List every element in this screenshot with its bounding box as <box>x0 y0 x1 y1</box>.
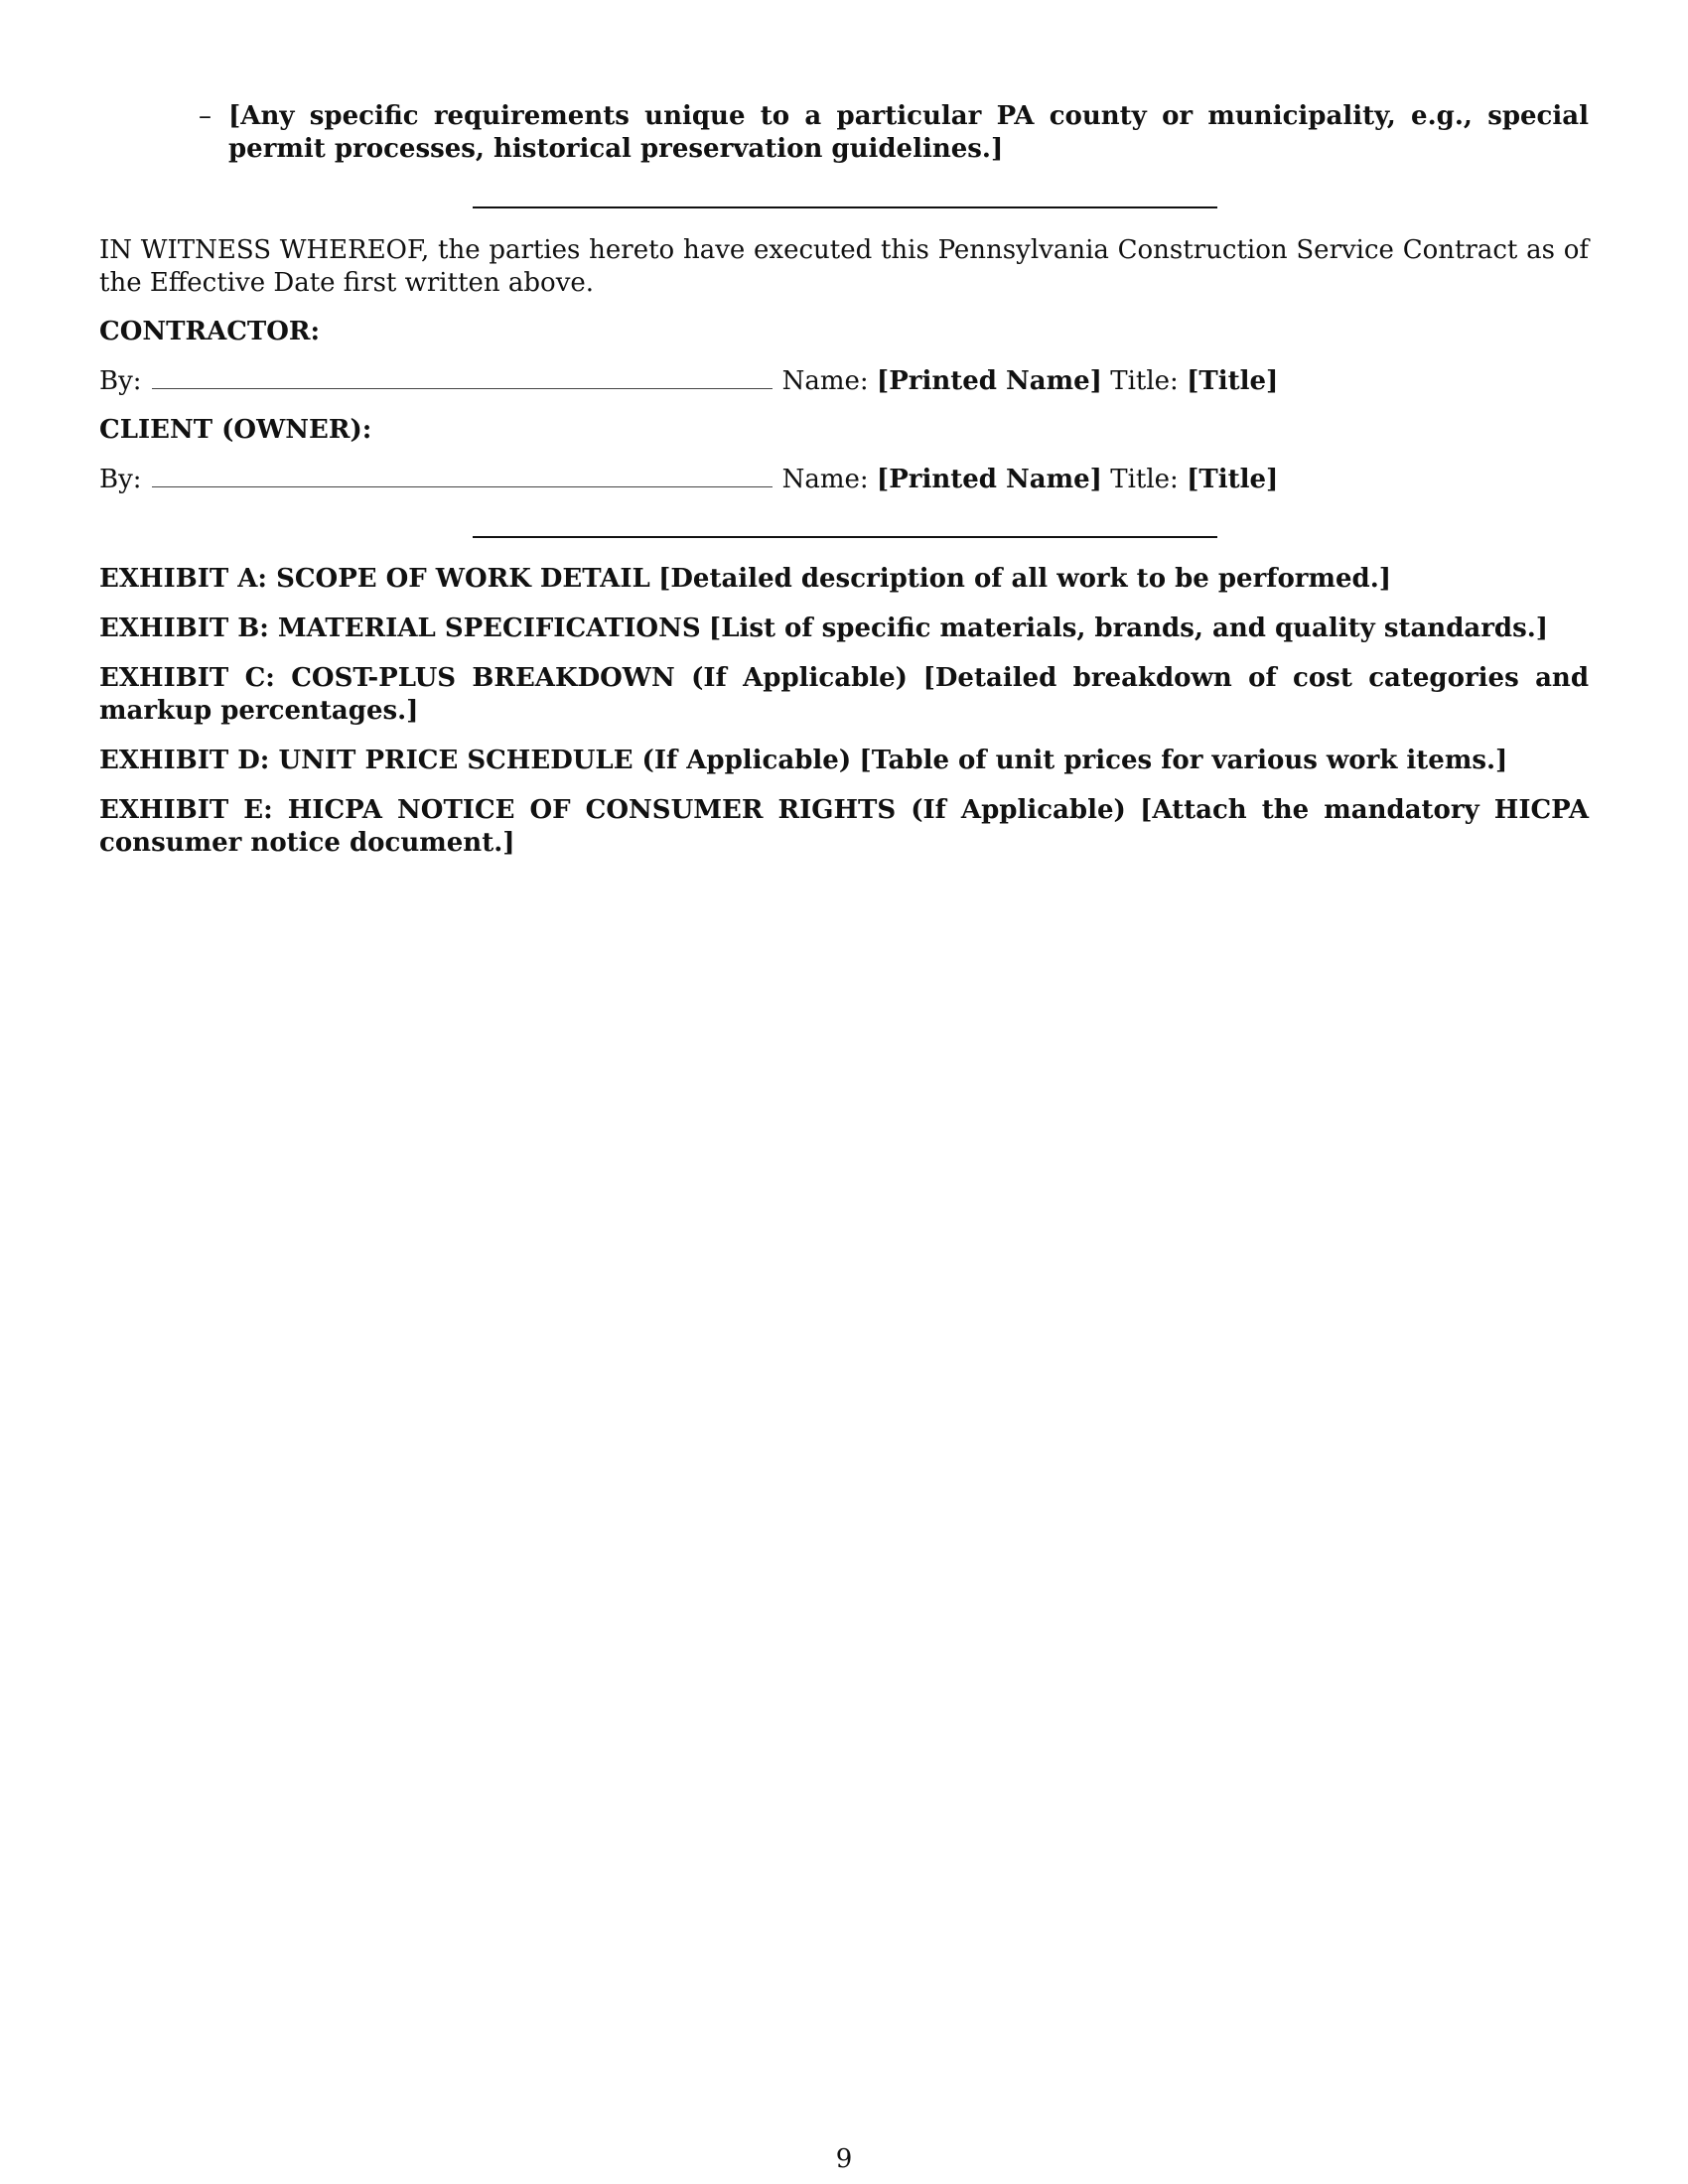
exhibit-description: [Table of unit prices for various work items.] <box>859 746 1508 775</box>
contractor-title-value: [Title] <box>1187 366 1279 396</box>
exhibit-title: EXHIBIT A: SCOPE OF WORK DETAIL <box>99 564 650 594</box>
exhibit-title: EXHIBIT D: UNIT PRICE SCHEDULE (If Applicable) <box>99 746 852 775</box>
contractor-by-label: By: <box>99 366 142 396</box>
exhibit-e <box>99 794 1589 860</box>
exhibit-title: EXHIBIT E: HICPA NOTICE OF CONSUMER RIGHTS (If Applicable) <box>99 795 1126 825</box>
list-item <box>199 100 1589 166</box>
client-heading: CLIENT (OWNER): <box>99 415 372 445</box>
exhibit-d <box>99 745 1589 777</box>
witness-paragraph: IN WITNESS WHEREOF, the parties hereto have executed this Pennsylvania Construction Service Contract as of the Effective Date first written above. <box>99 235 1589 298</box>
exhibit-description: [List of specific materials, brands, and quality standards.] <box>708 614 1549 643</box>
contractor-heading: CONTRACTOR: <box>99 317 321 346</box>
exhibit-a <box>99 563 1589 596</box>
exhibit-description: [Detailed breakdown of cost categories and markup percentages.] <box>99 663 1589 726</box>
exhibit-title: EXHIBIT B: MATERIAL SPECIFICATIONS <box>99 614 701 643</box>
client-title-label: Title: <box>1110 465 1179 494</box>
exhibit-c <box>99 662 1589 728</box>
client-by-label: By: <box>99 465 142 494</box>
contractor-signature-field[interactable] <box>152 364 773 389</box>
client-title-value: [Title] <box>1187 465 1279 494</box>
exhibit-b <box>99 613 1589 645</box>
bullet-text: [Any specific requirements unique to a particular PA county or municipality, e.g., special permit processes, historical preservation guidelines.] <box>228 101 1589 164</box>
client-signature-field[interactable] <box>152 463 773 487</box>
client-name-value: [Printed Name] <box>876 465 1102 494</box>
contractor-title-label: Title: <box>1110 366 1179 396</box>
exhibit-description: [Attach the mandatory HICPA consumer notice document.] <box>99 795 1590 858</box>
contractor-signature-line <box>99 364 1278 398</box>
client-signature-line <box>99 463 1278 496</box>
bullet-dash: – <box>199 101 211 131</box>
section-divider <box>473 206 1217 208</box>
section-divider <box>473 536 1217 538</box>
exhibit-title: EXHIBIT C: COST-PLUS BREAKDOWN (If Applicable) <box>99 663 908 693</box>
exhibit-description: [Detailed description of all work to be performed.] <box>658 564 1392 594</box>
page-number: 9 <box>835 2144 853 2174</box>
contractor-name-value: [Printed Name] <box>876 366 1102 396</box>
contractor-name-label: Name: <box>781 366 869 396</box>
client-name-label: Name: <box>781 465 869 494</box>
